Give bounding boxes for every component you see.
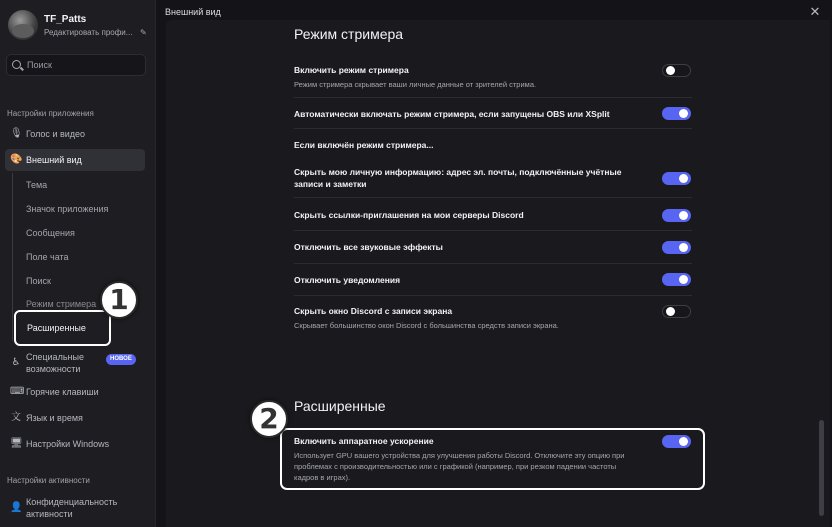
toggle-streamer-mode[interactable]: [662, 64, 691, 77]
close-icon[interactable]: ✕: [809, 4, 821, 19]
profile-name: TF_Patts: [44, 14, 87, 25]
sidebar-item-label-line2: активности: [26, 509, 73, 519]
toggle-knob: [679, 243, 688, 252]
toggle-knob: [666, 66, 675, 75]
toggle-auto-streamer-mode[interactable]: [662, 107, 691, 120]
toggle-knob: [679, 275, 688, 284]
setting-description: Использует GPU вашего устройства для улучшения работы Discord. Отключите эту опцию при проблемах с производительностью или с графикой (например, при резком падении частоты кадров в играх).: [294, 451, 625, 482]
toggle-hide-screen-capture[interactable]: [662, 305, 691, 318]
sidebar-item-language[interactable]: [5, 407, 145, 429]
toggle-hide-personal-info[interactable]: [662, 172, 691, 185]
toggle-knob: [679, 437, 688, 446]
sidebar-item-label: Язык и время: [26, 413, 83, 423]
setting-title: Автоматически включать режим стримера, если запущены OBS или XSplit: [294, 109, 610, 119]
section-title-streamer-mode: Режим стримера: [294, 26, 404, 42]
sidebar-item-label: Специальные: [26, 352, 84, 362]
setting-title: Скрыть ссылки-приглашения на мои серверы Discord: [294, 210, 524, 220]
subnav-theme[interactable]: Тема: [26, 180, 48, 190]
setting-title: Скрыть окно Discord с записи экрана: [294, 306, 453, 316]
search-box[interactable]: [6, 54, 146, 76]
sidebar-item-voice-video[interactable]: [5, 123, 145, 145]
divider: [294, 263, 692, 264]
subnav-line: [12, 173, 13, 341]
subnav-chat-input[interactable]: Поле чата: [26, 252, 69, 262]
setting-description: Скрывает большинство окон Discord с большинства средств записи экрана.: [294, 321, 559, 330]
subnav-streamer-mode[interactable]: Режим стримера: [26, 299, 97, 309]
sidebar-item-label: Конфиденциальность: [26, 497, 118, 507]
section-header-activity-settings: Настройки активности: [7, 476, 90, 485]
palette-icon: 🎨: [10, 154, 23, 165]
sidebar-item-appearance[interactable]: [5, 149, 145, 171]
subnav-advanced[interactable]: [14, 310, 111, 346]
settings-sidebar: [0, 0, 156, 527]
setting-description: Режим стримера скрывает ваши личные данные от зрителей стрима.: [294, 80, 537, 89]
search-icon: [12, 60, 21, 69]
subnav-app-icon[interactable]: Значок приложения: [26, 204, 109, 214]
toggle-knob: [666, 307, 675, 316]
privacy-icon: 👤: [10, 502, 23, 513]
subnav-advanced-label: Расширенные: [27, 323, 86, 333]
divider: [294, 197, 692, 198]
callout-number: 2: [250, 400, 288, 438]
sidebar-item-label: Горячие клавиши: [26, 387, 99, 397]
edit-profile-link[interactable]: Редактировать профи...: [44, 28, 133, 37]
sidebar-item-label: Настройки Windows: [26, 439, 110, 449]
keyboard-icon: ⌨: [10, 386, 25, 397]
monitor-icon: 🖥: [10, 438, 23, 449]
scrollbar[interactable]: [819, 420, 824, 516]
subnav-messages[interactable]: Сообщения: [26, 228, 75, 238]
toggle-knob: [679, 109, 688, 118]
setting-title: Отключить все звуковые эффекты: [294, 242, 443, 252]
sidebar-item-label-line2: возможности: [26, 364, 81, 374]
divider: [294, 295, 692, 296]
window-title: Внешний вид: [165, 7, 221, 17]
divider: [294, 128, 692, 129]
sidebar-item-label: Внешний вид: [26, 155, 82, 165]
new-badge: НОВОЕ: [106, 354, 136, 365]
sidebar-item-activity-privacy[interactable]: [5, 494, 145, 522]
search-input[interactable]: [27, 58, 142, 72]
setting-title: Отключить уведомления: [294, 275, 401, 285]
sidebar-item-label: Голос и видео: [26, 129, 86, 139]
pencil-icon[interactable]: ✎: [140, 28, 147, 37]
section-title-advanced: Расширенные: [294, 398, 386, 414]
user-profile[interactable]: [8, 10, 152, 42]
toggle-disable-notifications[interactable]: [662, 273, 691, 286]
section-header-app-settings: Настройки приложения: [7, 109, 94, 118]
avatar[interactable]: [8, 10, 38, 40]
language-icon: 文: [11, 412, 21, 423]
toggle-hide-invite-links[interactable]: [662, 209, 691, 222]
setting-title: Включить режим стримера: [294, 65, 409, 75]
setting-title: Включить аппаратное ускорение: [294, 436, 434, 446]
toggle-knob: [679, 174, 688, 183]
subsection-title: Если включён режим стримера...: [294, 140, 434, 150]
setting-title: Скрыть мою личную информацию: адрес эл. почты, подключённые учётные записи и заметки: [294, 167, 622, 189]
sidebar-item-keybinds[interactable]: [5, 381, 145, 403]
accessibility-icon: ♿: [11, 357, 21, 368]
toggle-knob: [679, 211, 688, 220]
divider: [294, 230, 692, 231]
sidebar-item-windows[interactable]: [5, 433, 145, 455]
toggle-disable-sounds[interactable]: [662, 241, 691, 254]
callout-number: 1: [100, 281, 138, 319]
divider: [294, 97, 692, 98]
microphone-icon: 🎙: [10, 128, 23, 139]
toggle-hardware-acceleration[interactable]: [662, 435, 691, 448]
subnav-search[interactable]: Поиск: [26, 276, 51, 286]
